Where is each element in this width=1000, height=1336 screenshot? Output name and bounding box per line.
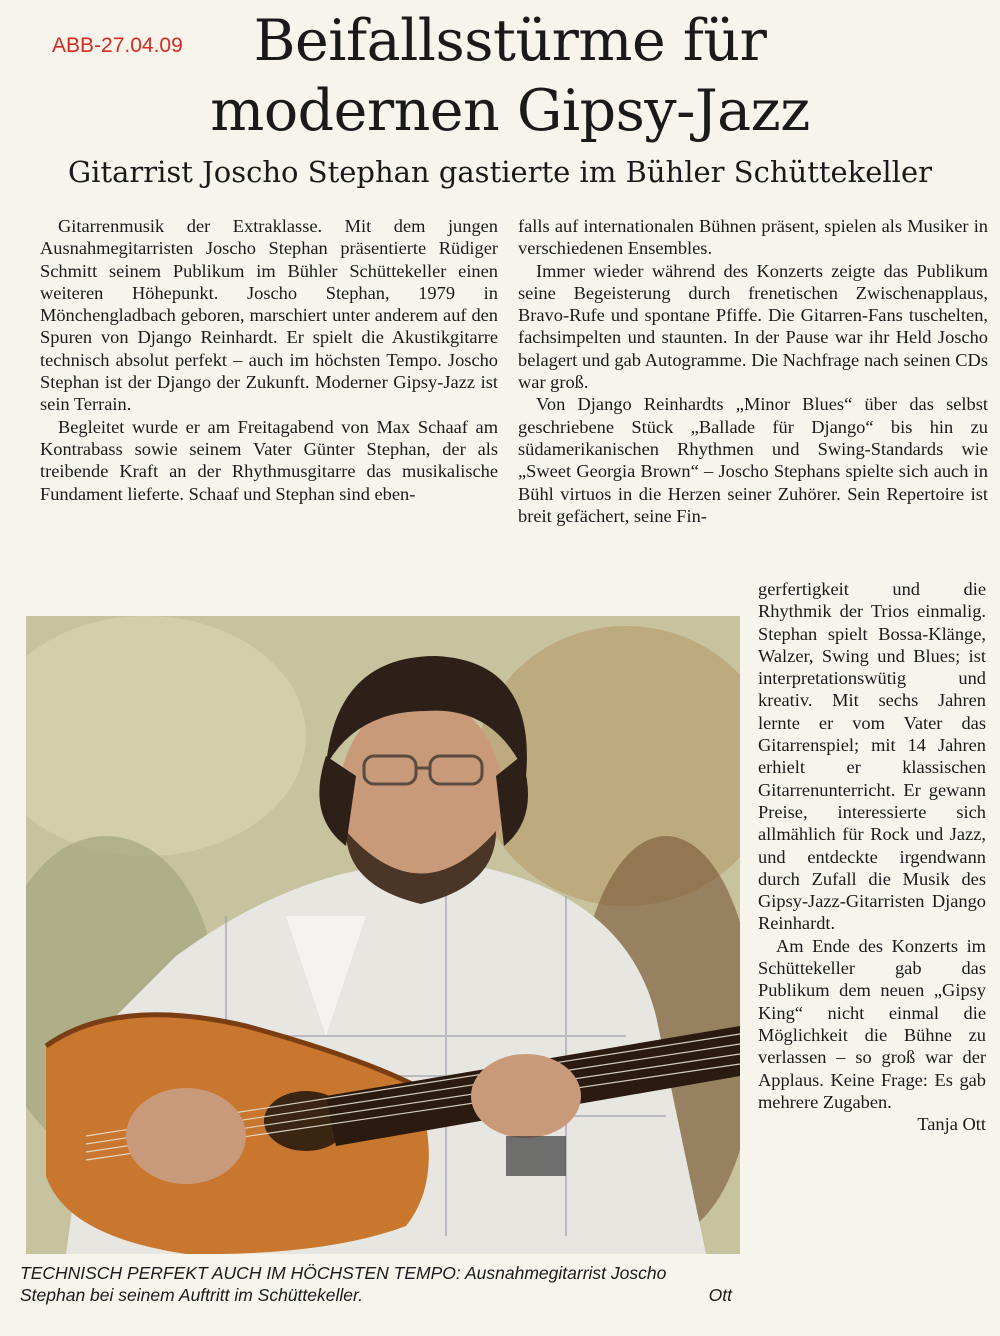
paragraph: Begleitet wurde er am Freitagabend von Max Schaaf am Kontrabass sowie seinem Vater Günter Stephan, der als treibende Kraft an der Rhythmusgitarre das musikalische Fundament lieferte. Schaaf und Stephan sind eben- — [40, 416, 498, 504]
headline-line-2: modernen Gipsy-Jazz — [210, 78, 810, 144]
paragraph: gerfertigkeit und die Rhythmik der Trios einmalig. Stephan spielt Bossa-Klänge, Walzer, Swing und Blues; ist interpretationswütig und kreativ. Mit sechs Jahren lernte er vom Vater das Gitarrenspiel; mit 14 Jahren erhielt er klassischen Gitarrenunterricht. Er gewann Preise, interessierte sich allmählich für Rock und Jazz, und entdeckte irgendwann durch Zufall die Musik des Gipsy-Jazz-Gitarristen Django Reinhardt. — [758, 579, 986, 934]
photo-caption — [20, 1262, 732, 1306]
paragraph: Immer wieder während des Konzerts zeigte das Publikum seine Begeisterung durch frenetischen Zwischenapplaus, Bravo-Rufe und spontane Pfiffe. Die Gitarren-Fans tuschelten, fachsimpelten und staunten. In der Pause war ihr Held Joscho belagert und gab Autogramme. Die Nachfrage nach seinen CDs war groß. — [518, 260, 988, 393]
caption-text: Ausnahmegitarrist Joscho Stephan bei seinem Auftritt im Schüttekeller. — [20, 1263, 667, 1305]
subheadline: Gitarrist Joscho Stephan gastierte im Bühler Schüttekeller — [68, 155, 932, 189]
paragraph: Am Ende des Konzerts im Schüttekeller gab das Publikum dem neuen „Gipsy King“ nicht einmal die Möglichkeit die Bühne zu verlassen – so groß war der Applaus. Keine Frage: Es gab mehrere Zugaben. — [758, 935, 986, 1112]
author-byline: Tanja Ott — [917, 1114, 986, 1135]
article-column-3 — [758, 578, 986, 1135]
headline — [150, 6, 870, 146]
paragraph: Gitarrenmusik der Extraklasse. Mit dem jungen Ausnahmegitarristen Joscho Stephan präsentierte Rüdiger Schmitt seinem Publikum im Bühler Schüttekeller einen weiteren Höhepunkt. Joscho Stephan, 1979 in Mönchengladbach geboren, marschiert unter anderem auf den Spuren von Django Reinhardt. Er spielt die Akustikgitarre technisch absolut perfekt – auch im höchsten Tempo. Joscho Stephan ist der Django der Zukunft. Moderner Gipsy-Jazz ist sein Terrain. — [40, 216, 498, 415]
paragraph: Von Django Reinhardts „Minor Blues“ über das selbst geschriebene Stück „Ballade für Django“ bis hin zu südamerikanischen Rhythmen und Swing-Standards wie „Sweet Georgia Brown“ – Joscho Stephans spielte sich auch in Bühl virtuos in die Herzen seiner Zuhörer. Sein Repertoire ist breit gefächert, seine Fin- — [518, 394, 988, 526]
article-column-1 — [40, 215, 498, 505]
paragraph: falls auf internationalen Bühnen präsent, spielen als Musiker in verschiedenen Ensembles. — [518, 216, 988, 259]
article-column-2 — [518, 215, 988, 527]
photo-guitarist — [26, 616, 740, 1254]
photo-credit: Ott — [708, 1285, 732, 1305]
caption-lead: TECHNISCH PERFEKT AUCH IM HÖCHSTEN TEMPO: — [20, 1263, 461, 1283]
archive-date-stamp: ABB-27.04.09 — [52, 34, 183, 57]
headline-line-1: Beifallsstürme für — [253, 8, 767, 74]
